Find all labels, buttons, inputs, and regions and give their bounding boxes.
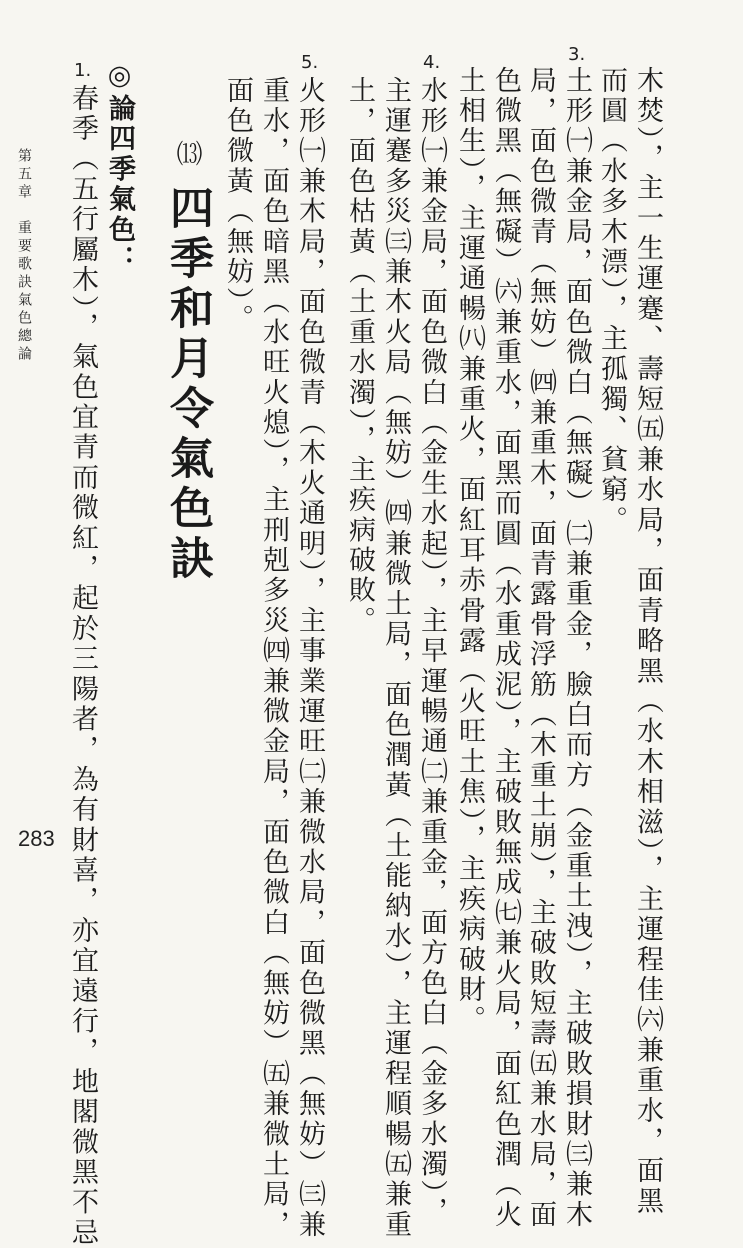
item-text-spring: 春季（五行屬木），氣色宜青而微紅，起於三陽者，為有財喜，亦宜遠行，地閣微黑不忌 [67, 84, 98, 1248]
text-column-12: 面色微黃（無妨）。 [222, 76, 253, 335]
section-number-3: 3. [568, 44, 586, 65]
text-column-3: 土形㈠兼金局，面色微白（無礙）㈡兼重金，臉白而方（金重土洩），主破敗損財㈢兼木 [561, 66, 592, 1231]
item-number-1: 1. [74, 60, 92, 81]
text-column-4: 局，面色微青（無妨）㈣兼重木，面青露骨浮筋（木重土崩），主破敗短壽㈤兼水局，面 [525, 66, 556, 1231]
text-column-9: 土，面色枯黃（土重水濁），主疾病破敗。 [344, 76, 375, 637]
text-column-1: 木焚），主一生運蹇、壽短㈤兼水局，面青略黑（水木相滋），主運程佳㈥兼重水，面黑 [632, 66, 663, 1217]
text-column-11: 重水，面色暗黑（水旺火熄），主刑剋多災㈣兼微金局，面色微白（無妨）㈤兼微土局， [258, 76, 289, 1241]
section-number-4: 4. [423, 52, 441, 73]
section-title-text: 四季和月令氣色訣 [162, 185, 213, 585]
text-column-8: 主運蹇多災㈢兼木火局（無妨）㈣兼微土局，面色潤黃（土能納水），主運程順暢㈤兼重 [380, 76, 411, 1241]
section-number-5: 5. [301, 52, 319, 73]
text-column-2: 而圓（水多木漂），主孤獨、貧窮。 [596, 66, 627, 536]
subheading: ◎論四季氣色： [104, 60, 135, 276]
running-head: 第五章 重要歌訣氣色總論 [16, 148, 32, 364]
text-column-7: 水形㈠兼金局，面色微白（金生水起），主早運暢通㈡兼重金，面方色白（金多水濁）， [416, 76, 447, 1227]
page-number: 283 [18, 826, 55, 851]
text-column-10: 火形㈠兼木局，面色微青（木火通明），主事業運旺㈡兼微水局，面色微黑（無妨）㈢兼 [294, 76, 325, 1241]
section-title [155, 140, 219, 585]
text-column-6: 土相生），主運通暢㈧兼重火，面紅耳赤骨露（火旺土焦），主疾病破財。 [454, 66, 485, 1036]
section-title-index: ⒀ [172, 140, 202, 166]
text-column-5: 色微黑（無礙）㈥兼重水，面黑而圓（水重成泥），主破敗無成㈦兼火局，面紅色潤（火 [490, 66, 521, 1231]
